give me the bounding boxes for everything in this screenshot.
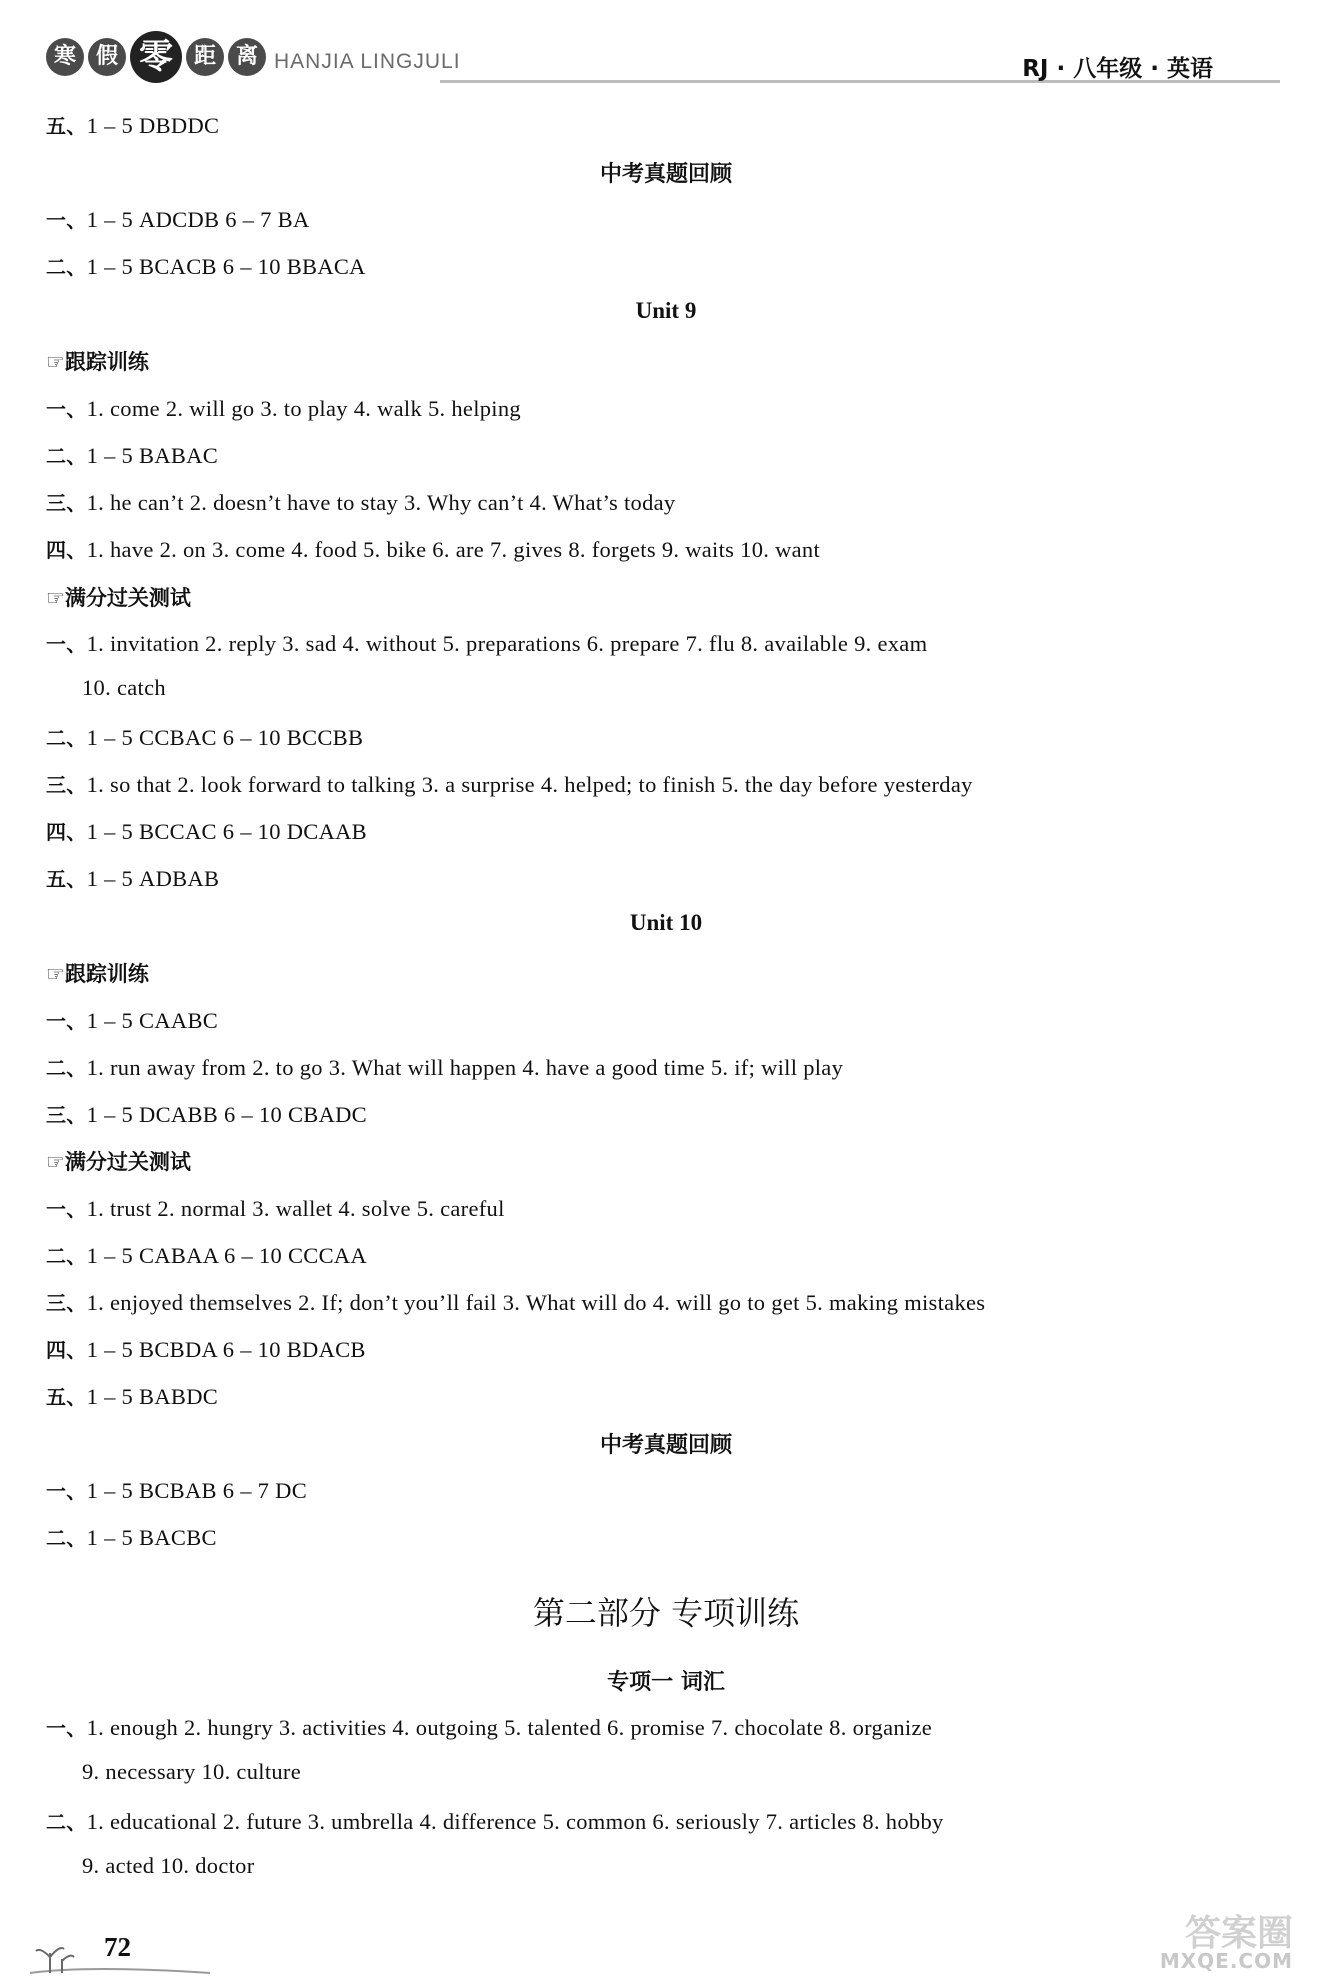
brand-char: 零 — [130, 31, 182, 83]
answer-line: 三、1. enjoyed themselves 2. If; don’t you’ll fail 3. What will do 4. will go to get 5. making mistakes — [46, 1290, 986, 1315]
answer-line: 一、1 – 5 BCBAB 6 – 7 DC — [46, 1478, 308, 1503]
answer-line: 四、1. have 2. on 3. come 4. food 5. bike 6. are 7. gives 8. forgets 9. waits 10. want — [46, 537, 821, 562]
watermark-cn: 答案圈 — [1184, 1913, 1293, 1954]
watermark — [1103, 1905, 1303, 1975]
answer-line: 四、1 – 5 BCBDA 6 – 10 BDACB — [46, 1337, 366, 1362]
answer-line: 三、1 – 5 DCABB 6 – 10 CBADC — [46, 1102, 367, 1127]
unit-heading: Unit 10 — [629, 910, 703, 935]
answer-line: 一、1. come 2. will go 3. to play 4. walk 5. helping — [46, 396, 521, 421]
answer-line: 二、1 – 5 CABAA 6 – 10 CCCAA — [46, 1243, 367, 1268]
answer-line: 二、1 – 5 BABAC — [46, 443, 219, 468]
answer-line: 二、1. educational 2. future 3. umbrella 4. difference 5. common 6. seriously 7. articles 8. hobby — [46, 1809, 944, 1834]
brand-char: 离 — [228, 38, 266, 76]
section-heading: 中考真题回顾 — [599, 162, 732, 187]
answer-line: 三、1. he can’t 2. doesn’t have to stay 3. Why can’t 4. What’s today — [46, 490, 676, 515]
page-header — [0, 0, 1333, 90]
watermark-en: MXQE.COM — [1159, 1949, 1293, 1973]
answer-line: 三、1. so that 2. look forward to talking 3. a surprise 4. helped; to finish 5. the day before yesterday — [46, 772, 973, 797]
topic-heading: 专项一 词汇 — [607, 1670, 725, 1695]
answer-line: 9. necessary 10. culture — [82, 1759, 301, 1784]
subsection-label: ☞跟踪训练 — [46, 962, 149, 986]
answer-line: 四、1 – 5 BCCAC 6 – 10 DCAAB — [46, 819, 367, 844]
answer-line: 五、1 – 5 BABDC — [46, 1384, 219, 1409]
answer-line: 一、1 – 5 ADCDB 6 – 7 BA — [46, 207, 310, 232]
answer-line: 一、1. trust 2. normal 3. wallet 4. solve 5. careful — [46, 1196, 505, 1221]
part-title: 第二部分 专项训练 — [532, 1594, 800, 1632]
answer-line: 二、1 – 5 CCBAC 6 – 10 BCCBB — [46, 725, 364, 750]
answer-line: 二、1 – 5 BCACB 6 – 10 BBACA — [46, 254, 366, 279]
brand-logo — [46, 28, 270, 86]
answer-line: 一、1 – 5 CAABC — [46, 1008, 219, 1033]
brand-char: 假 — [88, 38, 126, 76]
answer-line: 9. acted 10. doctor — [82, 1853, 255, 1878]
answer-line: 二、1. run away from 2. to go 3. What will happen 4. have a good time 5. if; will play — [46, 1055, 844, 1080]
answer-line: 一、1. enough 2. hungry 3. activities 4. outgoing 5. talented 6. promise 7. chocolate 8. organize — [46, 1715, 933, 1740]
subsection-label: ☞跟踪训练 — [46, 350, 149, 374]
brand-char: 寒 — [46, 38, 84, 76]
answer-line: 五、1 – 5 ADBAB — [46, 866, 220, 891]
answer-line: 二、1 – 5 BACBC — [46, 1525, 217, 1550]
answer-line: 五、1 – 5 DBDDC — [46, 113, 220, 138]
book-info: RJ · 八年级 · 英语 — [1022, 56, 1213, 82]
brand-pinyin: HANJIA LINGJULI — [274, 50, 461, 73]
page-number: 72 — [104, 1932, 131, 1962]
subsection-label: ☞满分过关测试 — [46, 1150, 191, 1174]
section-heading: 中考真题回顾 — [599, 1433, 732, 1458]
answer-line: 一、1. invitation 2. reply 3. sad 4. without 5. preparations 6. prepare 7. flu 8. available 9. exam — [46, 631, 928, 656]
brand-char: 距 — [186, 38, 224, 76]
subsection-label: ☞满分过关测试 — [46, 586, 191, 610]
answer-line: 10. catch — [82, 675, 166, 700]
unit-heading: Unit 9 — [635, 298, 697, 323]
